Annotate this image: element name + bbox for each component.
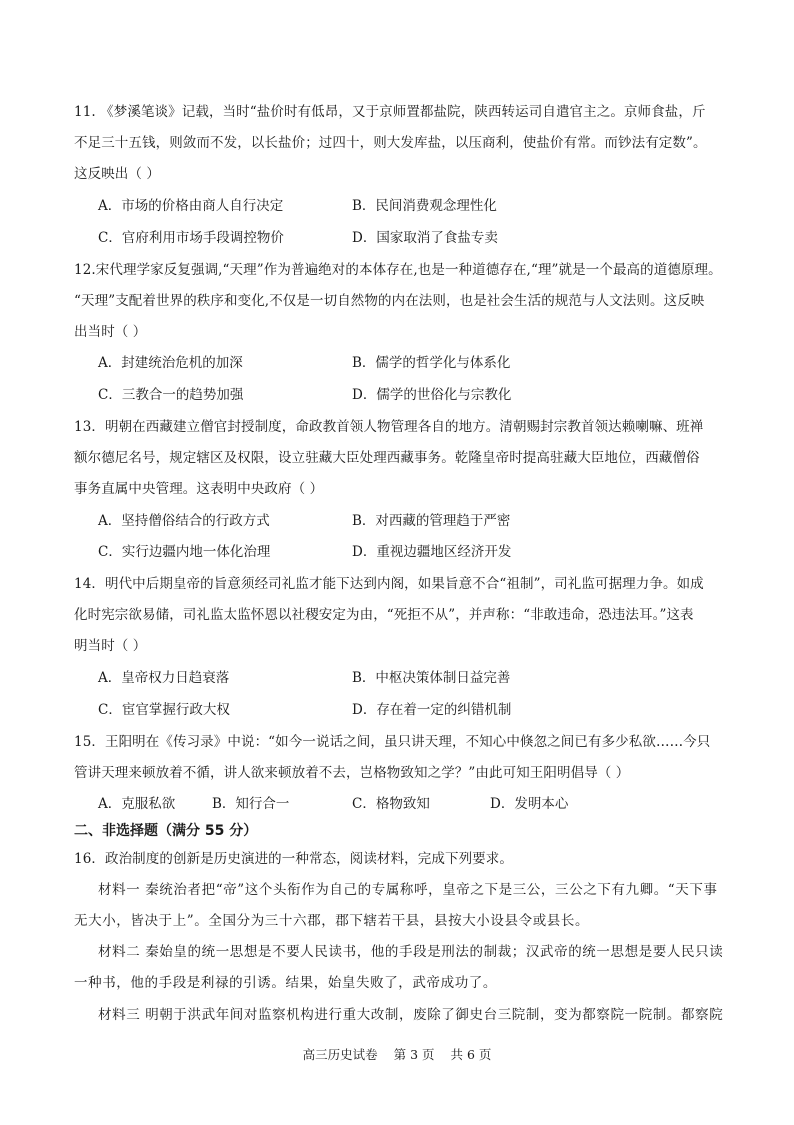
option-b: B．儒学的哲学化与体系化: [352, 355, 511, 371]
question-14-line: 14．明代中后期皇帝的旨意须经司礼监才能下达到内阁，如果旨意不合“祖制”，司礼监可据理力争。如成: [74, 576, 704, 592]
question-13-line: 额尔德尼名号，规定辖区及权限，设立驻藏大臣处理西藏事务。乾隆皇帝时提高驻藏大臣地位，西藏僧俗: [74, 450, 700, 466]
question-15-line: 15．王阳明在《传习录》中说：“如今一说话之间，虽只讲天理，不知心中倏忽之间已有多少私欲……今只: [74, 734, 711, 750]
option-b: B．对西藏的管理趋于严密: [352, 513, 511, 529]
footer-page-number: 第 3 页: [393, 1047, 435, 1062]
option-c: C．三教合一的趋势加强: [98, 387, 244, 403]
question-11-line: 11. 《梦溪笔谈》记载，当时“盐价时有低昂，又于京师置都盐院，陕西转运司自遣官主之。京师食盐，斤: [74, 104, 706, 120]
option-c: C．实行边疆内地一体化治理: [98, 544, 271, 560]
question-12-line: 出当时（ ）: [74, 324, 147, 340]
question-13-line: 事务直属中央管理。这表明中央政府（ ）: [74, 481, 324, 497]
material-2-line: 材料二 秦始皇的统一思想是不要人民读书，他的手段是刑法的制裁；汉武帝的统一思想是要人民只读: [98, 944, 724, 960]
option-b: B．中枢决策体制日益完善: [352, 670, 511, 686]
material-2-line: 一种书，他的手段是利禄的引诱。结果，始皇失败了，武帝成功了。: [74, 975, 497, 991]
option-d: D．发明本心: [490, 796, 569, 812]
option-c: C．宦官掌握行政大权: [98, 702, 230, 718]
footer-title: 高三历史试卷: [302, 1047, 378, 1062]
option-a: A．封建统治危机的加深: [98, 355, 243, 371]
section-heading: 二、非选择题（满分 55 分）: [74, 823, 258, 839]
page-footer: [0, 1047, 794, 1063]
question-15-line: 管讲天理来顿放着不循，讲人欲来顿放着不去，岂格物致知之学？”由此可知王阳明倡导（ ）: [74, 765, 630, 781]
option-a: A．坚持僧俗结合的行政方式: [98, 513, 270, 529]
option-c: C．官府利用市场手段调控物价: [98, 230, 284, 246]
option-a: A．市场的价格由商人自行决定: [98, 198, 284, 214]
option-a: A．皇帝权力日趋衰落: [98, 670, 230, 686]
footer-total-pages: 共 6 页: [450, 1047, 492, 1062]
question-11-line: 这反映出（ ）: [74, 166, 160, 182]
question-16-intro: 16．政治制度的创新是历史演进的一种常态，阅读材料，完成下列要求。: [74, 851, 513, 867]
question-14-line: 明当时（ ）: [74, 638, 147, 654]
material-1-line: 无大小，皆决于上”。全国分为三十六郡，郡下辖若干县，县按大小设县令或县长。: [74, 913, 590, 929]
question-12-line: 12.宋代理学家反复强调,“天理”作为普遍绝对的本体存在,也是一种道德存在,“理”就是一个最高的道德原理。: [74, 262, 722, 278]
option-d: D．儒学的世俗化与宗教化: [352, 387, 512, 403]
option-c: C．格物致知: [352, 796, 430, 812]
material-1-line: 材料一 秦统治者把“帝”这个头衔作为自己的专属称呼，皇帝之下是三公，三公之下有九卿。“天下事: [98, 882, 718, 898]
option-b: B．民间消费观念理性化: [352, 198, 497, 214]
question-13-line: 13．明朝在西藏建立僧官封授制度，命政教首领人物管理各自的地方。清朝赐封宗教首领达赖喇嘛、班禅: [74, 419, 704, 435]
option-b: B．知行合一: [212, 796, 290, 812]
option-a: A．克服私欲: [98, 796, 176, 812]
question-14-line: 化时宪宗欲易储，司礼监太监怀恩以社稷安定为由，“死拒不从”，并声称：“非敢违命，恐违法耳。”这表: [74, 607, 694, 623]
question-12-line: “天理”支配着世界的秩序和变化,不仅是一切自然物的内在法则，也是社会生活的规范与人文法则。这反映: [74, 293, 705, 309]
material-3-line: 材料三 明朝于洪武年间对监察机构进行重大改制，废除了御史台三院制，变为都察院一院制。都察院: [98, 1007, 724, 1023]
question-11-line: 不足三十五钱，则敛而不发，以长盐价；过四十，则大发库盐，以压商利，使盐价有常。而钞法有定数”。: [74, 135, 707, 151]
option-d: D．存在着一定的纠错机制: [352, 702, 512, 718]
option-d: D．国家取消了食盐专卖: [352, 230, 498, 246]
option-d: D．重视边疆地区经济开发: [352, 544, 512, 560]
